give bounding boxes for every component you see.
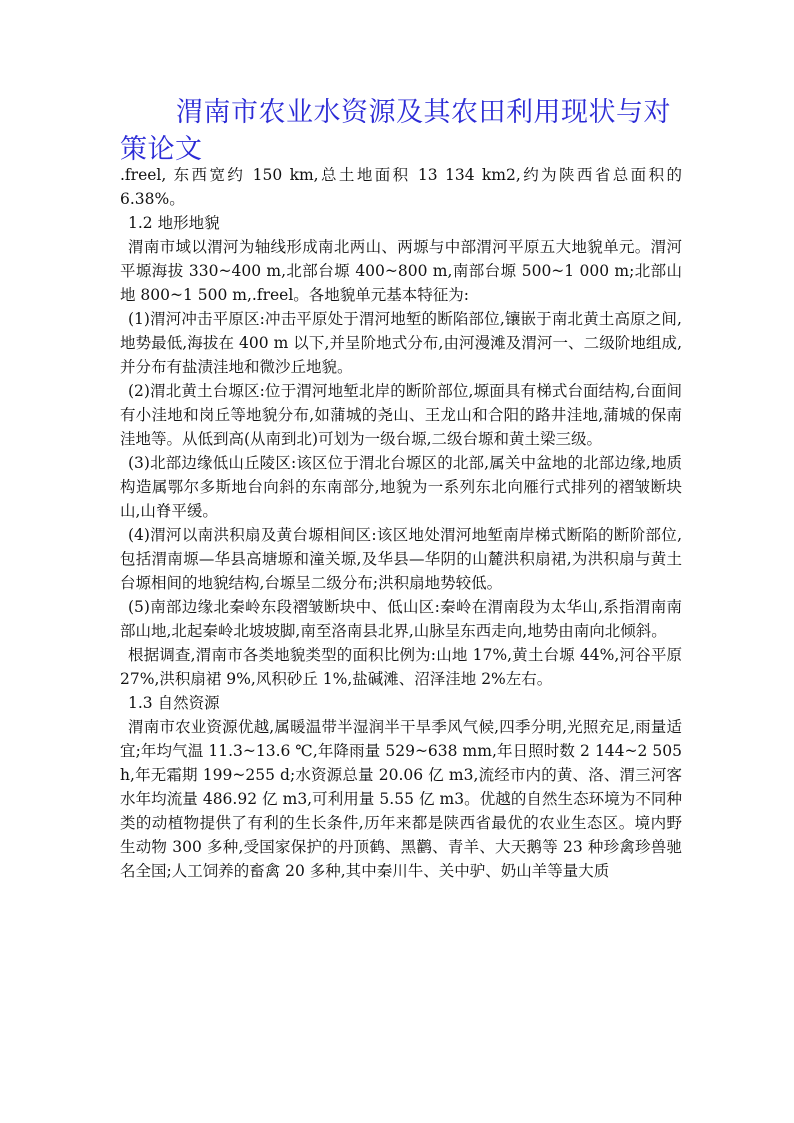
paragraph-natural-resources: 渭南市农业资源优越,属暖温带半湿润半干旱季风气候,四季分明,光照充足,雨量适宜;年均气温 11.3~13.6 ℃,年降雨量 529~638 mm,年日照时数 2 144~2 505 h,年无霜期 199~255 d;水资源总量 20.06 亿 m3,流经市内的黄、洛、渭三河客水年均流量 486.92 亿 m3,可利用量 5.55 亿 m3。优越的自然生态环境为不同种类的动植物提供了有利的生长条件,历年来都是陕西省最优的农业生态区。境内野生动物 300 多种,受国家保护的丹顶鹤、黑鹳、青羊、大天鹅等 23 种珍禽珍兽驰名全国;人工饲养的畜禽 20 多种,其中秦川牛、关中驴、奶山羊等量大质 (120, 718, 682, 880)
paragraph-intro-continuation: .freel, 东西宽约 150 km,总土地面积 13 134 km2,约为陕西省总面积的 6.38%。 (120, 166, 682, 208)
paragraph-landform-4: (4)渭河以南洪积扇及黄台塬相间区:该区地处渭河地堑南岸梯式断陷的断阶部位,包括渭南塬—华县高塘塬和潼关塬,及华县—华阴的山麓洪积扇裙,为洪积扇与黄土台塬相间的地貌结构,台塬呈二级分布;洪积扇地势较低。 (120, 526, 682, 592)
paragraph-landform-overview: 渭南市域以渭河为轴线形成南北两山、两塬与中部渭河平原五大地貌单元。渭河平塬海拔 330~400 m,北部台塬 400~800 m,南部台塬 500~1 000 m;北部山地 800~1 500 m,.freel。各地貌单元基本特征为: (120, 238, 682, 304)
paragraph-landform-1: (1)渭河冲击平原区:冲击平原处于渭河地堑的断陷部位,镶嵌于南北黄土高原之间,地势最低,海拔在 400 m 以下,并呈阶地式分布,由河漫滩及渭河一、二级阶地组成,并分布有盐渍洼地和微沙丘地貌。 (120, 310, 682, 376)
paragraph-landform-proportions: 根据调查,渭南市各类地貌类型的面积比例为:山地 17%,黄土台塬 44%,河谷平原 27%,洪积扇裙 9%,风积砂丘 1%,盐碱滩、沼泽洼地 2%左右。 (120, 646, 682, 688)
section-heading-1-3: 1.3 自然资源 (128, 694, 220, 712)
document-title: 渭南市农业水资源及其农田利用现状与对策论文 (120, 97, 671, 165)
paragraph-landform-5: (5)南部边缘北秦岭东段褶皱断块中、低山区:秦岭在渭南段为太华山,系指渭南南部山地,北起秦岭北坡坡脚,南至洛南县北界,山脉呈东西走向,地势由南向北倾斜。 (120, 598, 682, 640)
paragraph-landform-3: (3)北部边缘低山丘陵区:该区位于渭北台塬区的北部,属关中盆地的北部边缘,地质构造属鄂尔多斯地台向斜的东南部分,地貌为一系列东北向雁行式排列的褶皱断块山,山脊平缓。 (120, 454, 682, 520)
paragraph-landform-2: (2)渭北黄土台塬区:位于渭河地堑北岸的断阶部位,塬面具有梯式台面结构,台面间有小洼地和岗丘等地貌分布,如蒲城的尧山、王龙山和合阳的路井洼地,蒲城的保南洼地等。从低到高(从南到北)可划为一级台塬,二级台塬和黄土梁三级。 (120, 382, 682, 448)
section-heading-1-2: 1.2 地形地貌 (128, 214, 220, 232)
document-body (120, 163, 682, 883)
